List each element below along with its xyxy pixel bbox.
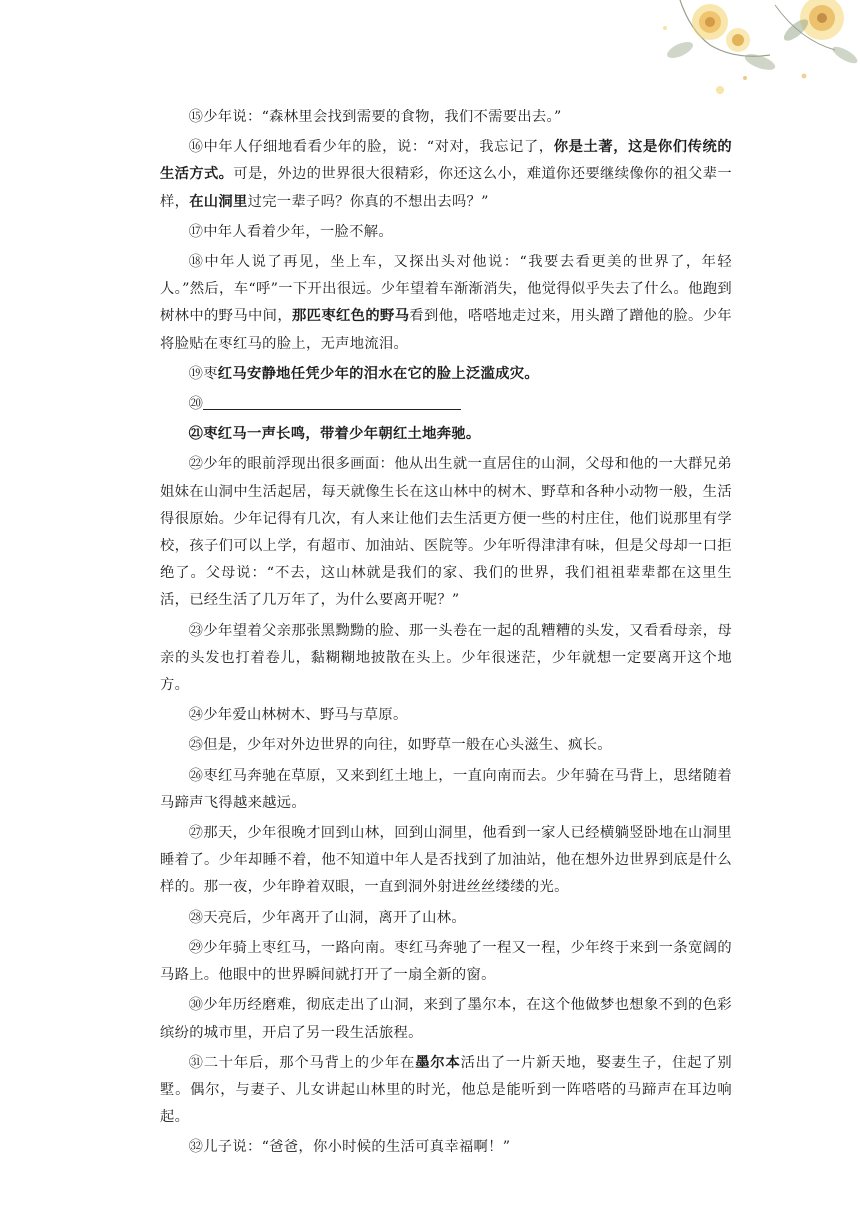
- text-run: ㉒少年的眼前浮现出很多画面：他从出生就一直居住的山洞，父母和他的一大群兄弟姐妹在山洞中生活起居，每天就像生长在这山林中的树木、野草和各种小动物一般，生活得很原始。少年记得有几次，有人来让他们去生活更方便一些的村庄住，他们说那里有学校，孩子们可以上学，有超市、加油站、医院等。少年听得津津有味，但是父母却一口拒绝了。父母说：“不去，这山林就是我们的家、我们的世界，我们祖祖辈辈都在这里生活，已经生活了几万年了，为什么要离开呢？”: [160, 456, 732, 609]
- text-run: ㉛二十年后，那个马背上的少年在: [188, 1054, 416, 1071]
- text-run: ⑰中年人看着少年，一脸不解。: [188, 223, 393, 240]
- paragraph-p19: [160, 361, 732, 388]
- paragraph-p16: [160, 134, 732, 216]
- paragraph-p27: [160, 820, 732, 902]
- paragraph-p23: [160, 618, 732, 700]
- text-run: ㉚少年历经磨难，彻底走出了山洞，来到了墨尔本，在这个他做梦也想象不到的色彩缤纷的城市里，开启了另一段生活旅程。: [160, 997, 732, 1041]
- paragraph-p17: [160, 219, 732, 246]
- text-run: ㉜儿子说：“爸爸，你小时候的生活可真幸福啊！”: [188, 1139, 511, 1156]
- text-run: 过完一辈子吗？你真的不想出去吗？”: [247, 193, 489, 210]
- chrysanthemum-decoration: [560, 0, 860, 110]
- paragraph-p28: [160, 905, 732, 932]
- text-run: ㉔少年爱山林树木、野马与草原。: [188, 707, 408, 724]
- paragraph-p21: [160, 421, 732, 448]
- paragraph-p29: [160, 935, 732, 989]
- paragraph-p20: [160, 391, 732, 418]
- text-run: ⑱中年人说了再见，坐上车，又探出头对他说：“我要去看更美的世界了，年轻人。”然后，车“呼”一下开出很远。少年望着车渐渐消失，他觉得似乎失去了什么。他跑到树林中的野马中间，: [160, 254, 732, 325]
- fill-in-blank-line[interactable]: [203, 393, 461, 410]
- text-run: ㉕但是，少年对外边世界的向往，如野草一般在心头滋生、疯长。: [188, 737, 612, 754]
- paragraph-p22: [160, 451, 732, 614]
- bold-text: ㉑枣红马一声长鸣，带着少年朝红土地奔驰。: [188, 426, 481, 443]
- text-run: ㉘天亮后，少年离开了山洞，离开了山林。: [188, 909, 466, 926]
- paragraph-p18: [160, 249, 732, 358]
- text-run: ㉖枣红马奔驰在草原，又来到红土地上，一直向南而去。少年骑在马背上，思绪随着马蹄声飞得越来越远。: [160, 767, 732, 811]
- bold-text: 墨尔本: [415, 1054, 461, 1071]
- paragraph-p24: [160, 702, 732, 729]
- text-run: ⑮少年说：“森林里会找到需要的食物，我们不需要出去。”: [188, 109, 562, 125]
- text-run: 看到他，嗒嗒地走过来，用头蹭了蹭他的脸。少年将脸贴在枣红马的脸上，无声地流泪。: [160, 308, 732, 352]
- text-run: 活出了一片新天地，娶妻生子，住起了别墅。偶尔，与妻子、儿女讲起山林里的时光，他总是能听到一阵嗒嗒的马蹄声在耳边响起。: [160, 1054, 733, 1126]
- text-run: ⑲枣: [188, 365, 218, 382]
- text-run: 可是，外边的世界很大很精彩，你还这么小，难道你还要继续像你的祖父辈一样，: [160, 166, 732, 210]
- text-run: ⑳: [188, 396, 204, 413]
- paragraph-p31: [160, 1050, 732, 1132]
- text-run: ㉙少年骑上枣红马，一路向南。枣红马奔驰了一程又一程，少年终于来到一条宽阔的马路上。他眼中的世界瞬间就打开了一扇全新的窗。: [160, 939, 732, 984]
- text-run: ㉗那天，少年很晚才回到山林，回到山洞里，他看到一家人已经横躺竖卧地在山洞里睡着了。少年却睡不着，他不知道中年人是否找到了加油站，他在想外边世界到底是什么样的。那一夜，少年睁着双眼，一直到洞外射进丝丝缕缕的光。: [160, 825, 732, 896]
- article-body: [160, 104, 732, 1165]
- bold-text: 红马安静地任凭少年的泪水在它的脸上泛滥成灾。: [217, 365, 539, 382]
- paragraph-p30: [160, 992, 732, 1046]
- paragraph-p32: [160, 1134, 732, 1161]
- bold-text: 你是土著，这是你们传统的生活方式。: [160, 139, 732, 183]
- bold-text: 在山洞里: [189, 193, 248, 210]
- paragraph-p15: [160, 104, 732, 131]
- paragraph-p25: [160, 732, 732, 759]
- bold-text: 那匹枣红色的野马: [292, 308, 410, 325]
- text-run: ㉓少年望着父亲那张黑黝黝的脸、那一头卷在一起的乱糟糟的头发，又看看母亲，母亲的头发也打着卷儿，黏糊糊地披散在头上。少年很迷茫，少年就想一定要离开这个地方。: [160, 622, 732, 694]
- text-run: ⑯中年人仔细地看看少年的脸，说：“对对，我忘记了，: [188, 139, 554, 156]
- paragraph-p26: [160, 763, 732, 817]
